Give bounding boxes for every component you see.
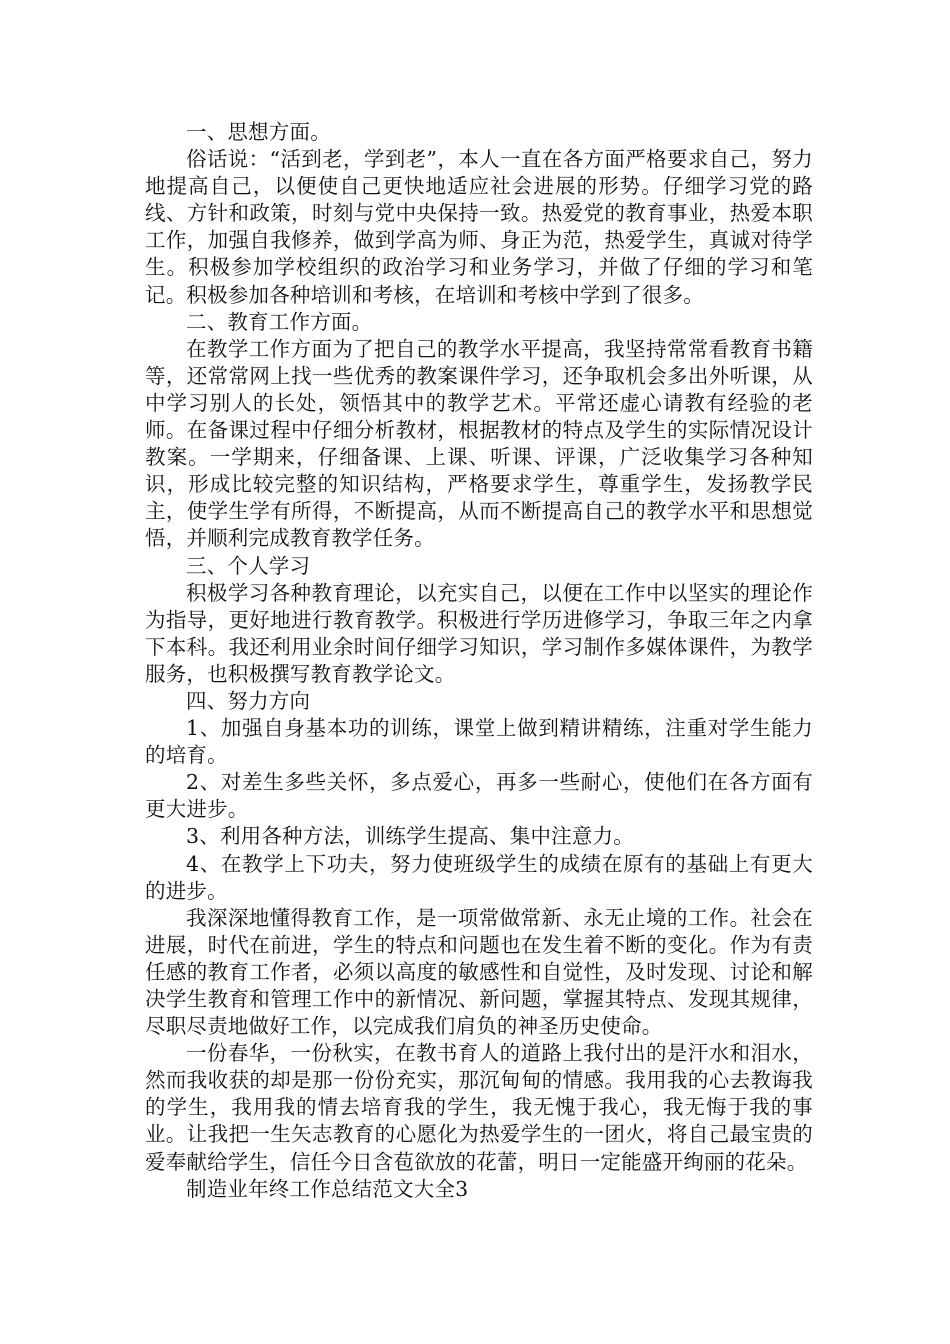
- paragraph-thought: 俗话说：“活到老，学到老”，本人一直在各方面严格要求自己，努力地提高自己，以便使自己更快地适应社会进展的形势。仔细学习党的路线、方针和政策，时刻与党中央保持一致。热爱党的教育事业，热爱本职工作，加强自我修养，做到学高为师、身正为范，热爱学生，真诚对待学生。积极参加学校组织的政治学习和业务学习，并做了仔细的学习和笔记。积极参加各种培训和考核，在培训和考核中学到了很多。: [145, 147, 813, 307]
- section-title-next: 制造业年终工作总结范文大全3: [186, 1176, 469, 1201]
- paragraph-study: 积极学习各种教育理论，以充实自己，以便在工作中以坚实的理论作为指导，更好地进行教育教学。积极进行学历进修学习，争取三年之内拿下本科。我还利用业余时间仔细学习知识，学习制作多媒体课件，为教学服务，也积极撰写教育教学论文。: [145, 580, 813, 686]
- paragraph-closing: 一份春华，一份秋实，在教书育人的道路上我付出的是汗水和泪水，然而我收获的却是那一份份充实，那沉甸甸的情感。我用我的心去教诲我的学生，我用我的情去培育我的学生，我无愧于我心，我无悔于我的事业。让我把一生矢志教育的心愿化为热爱学生的一团火，将自己最宝贵的爱奉献给学生，信任今日含苞欲放的花蕾，明日一定能盛开绚丽的花朵。: [145, 1041, 813, 1174]
- paragraph-reflection: 我深深地懂得教育工作，是一项常做常新、永无止境的工作。社会在进展，时代在前进，学生的特点和问题也在发生着不断的变化。作为有责任感的教育工作者，必须以高度的敏感性和自觉性，及时发现、讨论和解决学生教育和管理工作中的新情况、新问题，掌握其特点、发现其规律，尽职尽责地做好工作，以完成我们肩负的神圣历史使命。: [145, 905, 813, 1039]
- document-body: [145, 119, 813, 1203]
- heading-study: 三、个人学习: [186, 553, 311, 578]
- paragraph-teaching: 在教学工作方面为了把自己的教学水平提高，我坚持常常看教育书籍等，还常常网上找一些优秀的教案课件学习，还争取机会多出外听课，从中学习别人的长处，领悟其中的教学艺术。平常还虚心请教有经验的老师。在备课过程中仔细分析教材，根据教材的特点及学生的实际情况设计教案。一学期来，仔细备课、上课、听课、评课，广泛收集学习各种知识，形成比较完整的知识结构，严格要求学生，尊重学生，发扬教学民主，使学生学有所得，不断提高，从而不断提高自己的教学水平和思想觉悟，并顺利完成教育教学任务。: [145, 336, 813, 551]
- heading-direction: 四、努力方向: [186, 688, 311, 713]
- list-item-3: 3、利用各种方法，训练学生提高、集中注意力。: [186, 824, 634, 849]
- list-item-4: 4、在教学上下功夫，努力使班级学生的成绩在原有的基础上有更大的进步。: [145, 851, 813, 903]
- heading-teaching: 二、教育工作方面。: [186, 309, 373, 334]
- list-item-2: 2、对差生多些关怀，多点爱心，再多一些耐心，使他们在各方面有更大进步。: [145, 770, 813, 822]
- list-item-1: 1、加强自身基本功的训练，课堂上做到精讲精练，注重对学生能力的培育。: [145, 716, 813, 768]
- heading-thought: 一、思想方面。: [186, 120, 331, 144]
